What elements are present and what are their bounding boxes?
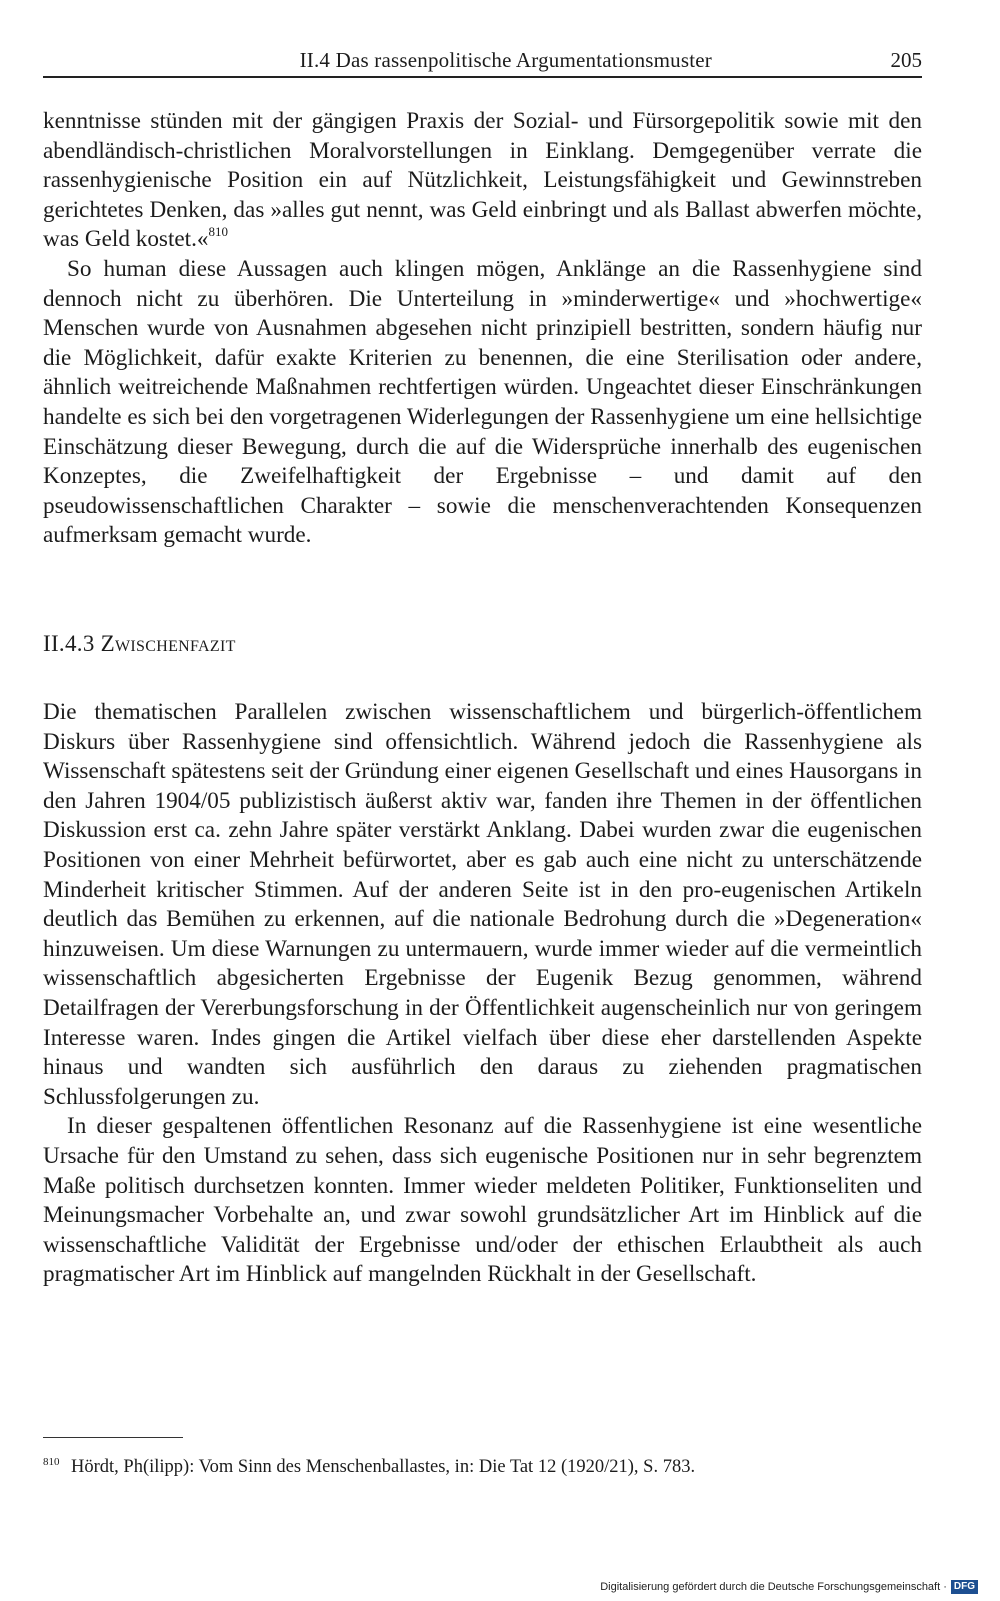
running-head-title: II.4 Das rassenpolitische Argumentationsmuster [299,48,712,72]
body-text-block-1 [43,107,922,551]
paragraph [43,107,922,255]
page-number: 205 [890,48,922,72]
paragraph: In dieser gespaltenen öffentlichen Resonanz auf die Rassenhygiene ist eine wesentliche Ursache für den Umstand zu sehen, dass sich eugenische Positionen nur in sehr begrenztem Maße politisch durchsetzen konnten. Immer wieder meldeten Politiker, Funktionseliten und Meinungsmacher Vorbehalte an, und zwar sowohl grundsätzlicher Art im Hinblick auf die wissenschaftliche Validität der Ergebnisse und/oder der ethischen Erlaubtheit als auch pragmatischer Art im Hinblick auf mangelnden Rückhalt in der Gesellschaft. [43,1113,922,1288]
footnote-reference[interactable]: 810 [208,224,229,240]
paragraph: So human diese Aussagen auch klingen mögen, Anklänge an die Rassenhygiene sind dennoch nicht zu überhören. Die Unterteilung in »minderwertige« und »hochwertige« Menschen wurde von Ausnahmen abgesehen nicht prinzipiell bestritten, sondern häufig nur die Möglichkeit, dafür exakte Kriterien zu benennen, die eine Sterilisation oder andere, ähnlich weitreichende Maßnahmen rechtfertigen würden. Ungeachtet dieser Einschränkungen handelte es sich bei den vorgetragenen Widerlegungen der Rassenhygiene um eine hellsichtige Einschätzung dieser Bewegung, durch die auf die Widersprüche innerhalb des eugenischen Konzeptes, die Zweifelhaftigkeit der Ergebnisse – und damit auf den pseudowissenschaftlichen Charakter – sowie die menschenverachtenden Konsequenzen aufmerksam gemacht wurde. [43,255,922,549]
paragraph: Die thematischen Parallelen zwischen wissenschaftlichem und bürgerlich-öffentlichem Diskurs über Rassenhygiene sind offensichtlich. Während jedoch die Rassenhygiene als Wissenschaft spätestens seit der Gründung einer eigenen Gesellschaft und eines Hausorgans in den Jahren 1904/05 publizistisch äußerst aktiv war, fanden ihre Themen in der öffentlichen Diskussion erst ca. zehn Jahre später verstärkt Anklang. Dabei wurden zwar die eugenischen Positionen von einer Mehrheit befürwortet, aber es gab auch eine nicht zu unterschätzende Minderheit kritischer Stimmen. Auf der anderen Seite ist in den pro-eugenischen Artikeln deutlich das Bemühen zu erkennen, auf die nationale Bedrohung durch die »Degeneration« hinzuweisen. Um diese Warnungen zu untermauern, wurde immer wieder auf die vermeintlich wissenschaftlich abgesicherten Ergebnisse der Eugenik Bezug genommen, während Detailfragen der Vererbungsforschung in der Öffentlichkeit augenscheinlich nur von geringem Interesse waren. Indes gingen die Artikel vielfach über diese eher darstellenden Aspekte hinaus und wandten sich ausführlich den daraus zu ziehenden pragmatischen Schlussfolgerungen zu. [43,699,922,1110]
digitization-notice [600,1580,978,1594]
paragraph-text: kenntnisse stünden mit der gängigen Praxis der Sozial- und Fürsorgepolitik sowie mit den abendländisch-christlichen Moralvorstellungen in Einklang. Demgegenüber verrate die rassenhygienische Position ein auf Nützlichkeit, Leistungsfähigkeit und Gewinnstreben gerichtetes Denken, das »alles gut nennt, was Geld einbringt und als Ballast abwerfen möchte, was Geld kostet.« [43,108,922,253]
running-head [43,46,922,78]
section-heading: II.4.3 Zwischenfazit [43,631,236,656]
footnote [43,1450,922,1479]
footnote-number: 810 [43,1456,60,1468]
footnote-text: Hördt, Ph(ilipp): Vom Sinn des Menschenballastes, in: Die Tat 12 (1920/21), S. 783. [71,1457,696,1477]
footnote-divider [43,1437,183,1438]
dfg-logo: DFG [951,1580,978,1594]
digitization-notice-text: Digitalisierung gefördert durch die Deutsche Forschungsgemeinschaft · [600,1581,947,1593]
body-text-block-2 [43,698,922,1290]
book-page [43,0,922,1601]
